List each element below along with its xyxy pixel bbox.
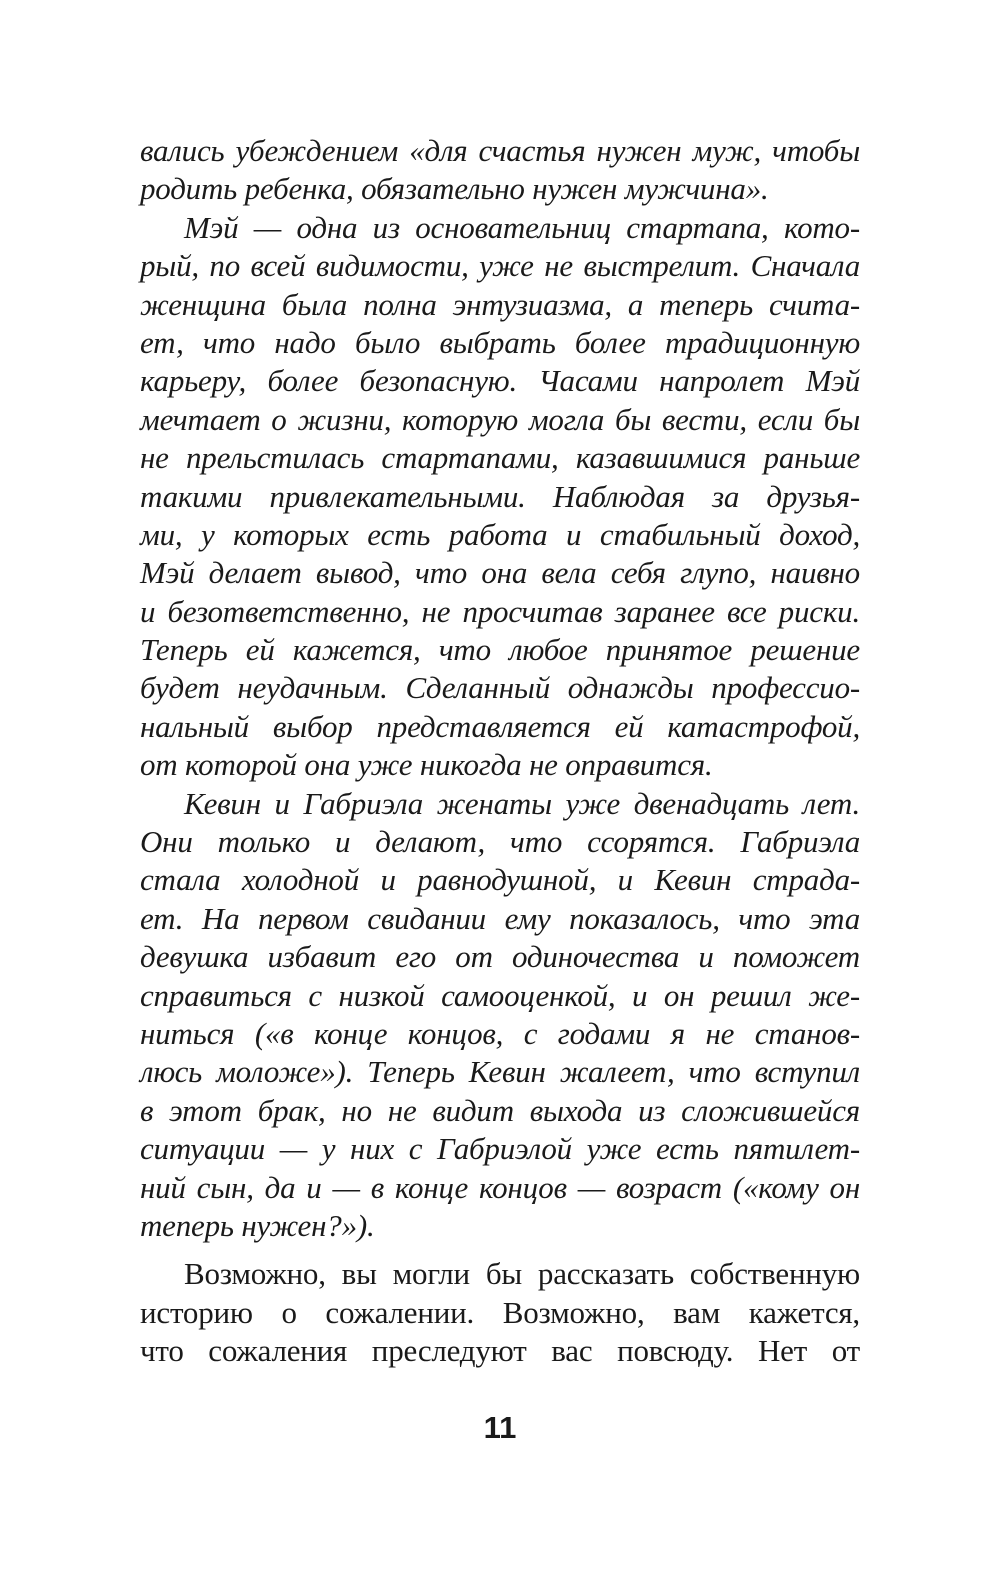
text-line: от которой она уже никогда не оправится. — [140, 747, 713, 783]
text-line: рый, по всей видимости, уже не выстрелит. Сначала — [140, 248, 860, 284]
text-line: мечтает о жизни, которую могла бы вести, если бы — [140, 401, 860, 437]
text-line: женщина была полна энтузиазма, а теперь счита- — [140, 286, 860, 322]
text-line: стала холодной и равнодушной, и Кевин страда- — [140, 862, 860, 898]
text-line: будет неудачным. Сделанный однажды профессио- — [140, 670, 860, 706]
text-line: теперь нужен?»). — [140, 1207, 375, 1243]
text-line: карьеру, более безопасную. Часами напролет Мэй — [140, 363, 860, 399]
text-line: люсь моложе»). Теперь Кевин жалеет, что вступил — [140, 1054, 860, 1090]
text-line: справиться с низкой самооценкой, и он решил же- — [140, 977, 860, 1013]
text-line: Они только и делают, что ссорятся. Габриэла — [140, 824, 860, 860]
body-text — [140, 132, 860, 1371]
text-line: что сожаления преследуют вас повсюду. Нет от — [140, 1333, 860, 1369]
text-line: Кевин и Габриэла женаты уже двенадцать лет. — [184, 785, 860, 821]
text-line: ми, у которых есть работа и стабильный доход, — [140, 516, 860, 552]
text-line: ет. На первом свидании ему показалось, что эта — [140, 900, 860, 936]
text-line: нальный выбор представляется ей катастрофой, — [140, 708, 860, 744]
text-line: Мэй делает вывод, что она вела себя глупо, наивно — [140, 555, 860, 591]
text-line: и безответственно, не просчитав заранее все риски. — [140, 593, 860, 629]
text-line: Возможно, вы могли бы рассказать собственную — [184, 1256, 860, 1292]
text-line: родить ребенка, обязательно нужен мужчина». — [140, 171, 769, 207]
text-line: вались убеждением «для счастья нужен муж, чтобы — [140, 133, 860, 168]
page-number: 11 — [483, 1410, 517, 1445]
text-line: Мэй — одна из основательниц стартапа, кото- — [184, 209, 860, 245]
text-line: Теперь ей кажется, что любое принятое решение — [140, 632, 860, 668]
text-line: не прельстилась стартапами, казавшимися раньше — [140, 440, 860, 476]
text-line: ниться («в конце концов, с годами я не станов- — [140, 1015, 860, 1051]
text-line: ний сын, да и — в конце концов — возраст («кому он — [140, 1169, 860, 1205]
text-line: девушка избавит его от одиночества и поможет — [140, 939, 860, 975]
text-line: историю о сожалении. Возможно, вам кажется, — [140, 1294, 860, 1330]
text-line: ет, что надо было выбрать более традиционную — [140, 324, 860, 360]
text-line: ситуации — у них с Габриэлой уже есть пятилет- — [140, 1131, 860, 1167]
text-line: в этот брак, но не видит выхода из сложившейся — [140, 1092, 860, 1128]
text-line: такими привлекательными. Наблюдая за друзья- — [140, 478, 860, 514]
